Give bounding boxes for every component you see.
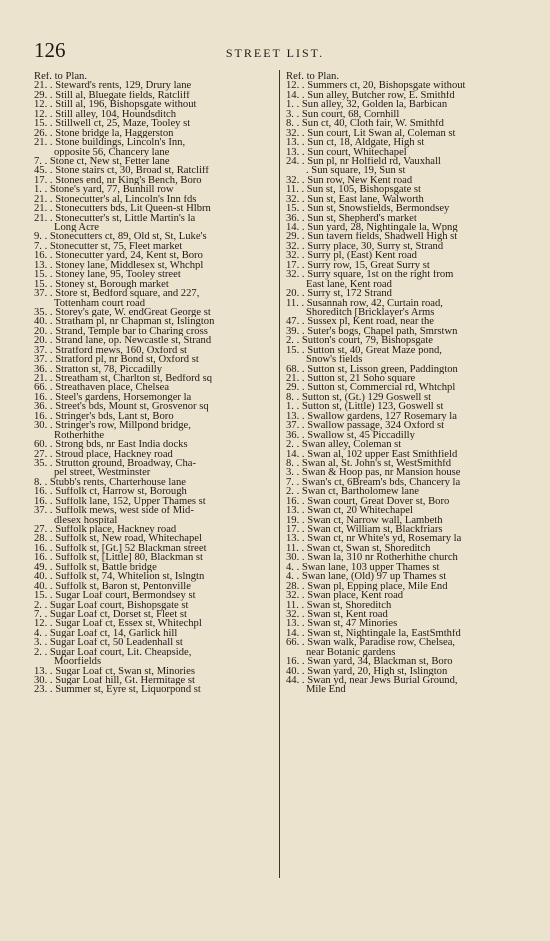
street-entry: 68. . Sutton st, Lisson green, Paddington (286, 364, 458, 374)
street-entry: 11. . Susannah row, 42, Curtain road, (286, 298, 443, 308)
street-entry: Tottenham court road (54, 298, 146, 308)
street-entry: 36. . Sun st, Shepherd's market (286, 213, 417, 223)
street-entry: 15. . Sun st, Snowsfields, Bermondsey (286, 204, 450, 214)
street-entry: 12. . Still alley, 104, Houndsditch (34, 109, 177, 120)
street-entry: 13. . Swan st, 47 Minories (286, 619, 398, 629)
street-entry: 17. . Stones end, nr King's Bench, Boro (34, 175, 202, 186)
street-entry: 13. . Swan ct, 20 Whitechapel (286, 506, 413, 516)
street-entry: 15. . Sutton st, 40, Great Maze pond, (286, 345, 442, 356)
street-entry: 16. . Suffolk lane, 152, Upper Thames st (34, 496, 206, 507)
street-entry: 37. . Store st, Bedford square, and 227, (34, 289, 200, 299)
street-entry: 20. . Strand, Temple bar to Charing cross (34, 326, 208, 337)
street-entry: 11. . Sun st, 105, Bishopsgate st (286, 185, 421, 195)
street-entry: 2. . Sutton's court, 79, Bishopsgate (286, 336, 433, 346)
street-entry: Ref. to Plan. (286, 72, 339, 82)
street-entry: 29. . Sutton st, Commercial rd, Whtchpl (286, 383, 456, 393)
street-entry: 3. . Swan & Hoop pas, nr Mansion house (286, 468, 461, 478)
street-entry: 29. . Sun tavern fields, Shadwell High st (286, 232, 458, 242)
street-entry: 14. . Sun yard, 28, Nightingale la, Wpng (286, 223, 458, 233)
street-entry: 66. . Streathaven place, Chelsea (34, 383, 170, 393)
street-entry: 32. . Swan st, Kent road (286, 609, 388, 620)
street-entry: 2. . Sugar Loaf court, Lit. Cheapside, (34, 647, 192, 658)
street-entry: 2. . Swan ct, Bartholomew lane (286, 487, 419, 497)
street-entry: opposite 56, Chancery lane (54, 147, 170, 157)
street-entry: 14. . Swan al, 102 upper East Smithfield (286, 449, 458, 459)
column-rule (279, 70, 280, 878)
street-entry: 32. . Swan place, Kent road (286, 591, 404, 601)
street-entry: 29. . Still al, Bluegate fields, Ratcliff (34, 90, 190, 101)
street-entry: 4. . Sugar Loaf ct, 14, Garlick hill (34, 628, 178, 639)
street-entry: 12. . Summers ct, 20, Bishopsgate without (286, 81, 466, 91)
street-entry: East lane, Kent road (306, 279, 392, 290)
street-entry: 40. . Swan yard, 20, High st, Islington (286, 666, 448, 676)
street-entry: 32. . Sun st, East lane, Walworth (286, 194, 424, 205)
street-entry: 2. . Sugar Loaf court, Bishopsgate st (34, 600, 189, 610)
street-entry: 60. . Strong bds, nr East India docks (34, 440, 188, 450)
street-entry: 40. . Suffolk st, 74, Whitelion st, Islngtn (34, 572, 205, 582)
street-entry: 13. . Swan ct, nr White's yd, Rosemary la (286, 534, 462, 544)
street-entry: 21. . Stonecutters bds, Lit Queen-st Hlbrn (34, 204, 211, 214)
street-entry: 44. . Swan yd, near Jews Burial Ground, (286, 676, 458, 686)
street-entry: 9. . Stonecutters ct, 89, Old st, St, Luke's (34, 232, 207, 242)
street-entry: 37. . Stratford pl, nr Bond st, Oxford st (34, 355, 199, 365)
street-entry: 30. . Swan la, 310 nr Rotherhithe church (286, 553, 458, 563)
street-entry: 14. . Sun alley, Butcher row, E. Smithfd (286, 90, 455, 101)
street-entry: 15. . Stoney st, Borough market (34, 279, 169, 290)
street-entry: 40. . Stratham pl, nr Chapman st, Islington (34, 317, 215, 327)
street-entry: 1. . Stone's yard, 77, Bunhill row (34, 185, 174, 195)
street-entry: 32. . Surry square, 1st on the right from (286, 270, 454, 280)
running-title: STREET LIST. (225, 46, 325, 60)
street-entry: 2. . Swan alley, Coleman st (286, 440, 402, 450)
street-entry: 8. . Sutton st, (Gt.) 129 Goswell st (286, 392, 432, 403)
street-entry: 16. . Steel's gardens, Horsemonger la (34, 392, 192, 403)
street-entry: 16. . Suffolk st, [Gt.] 52 Blackman street (34, 543, 207, 554)
street-entry: 8. . Sun ct, 40, Cloth fair, W. Smithfd (286, 119, 444, 129)
street-entry: 21. . Streatham st, Charlton st, Bedford sq (34, 374, 213, 384)
street-entry: 30. . Stringer's row, Millpond bridge, (34, 421, 191, 431)
street-entry: near Botanic gardens (306, 647, 396, 658)
street-entry: 15. . Stoney lane, 95, Tooley street (34, 270, 181, 280)
street-entry: 7. . Stone ct, New st, Fetter lane (34, 156, 170, 167)
street-entry: 32. . Sun court, Lit Swan al, Coleman st (286, 128, 456, 139)
street-entry: 40. . Suffolk st, Baron st, Pentonville (34, 581, 191, 592)
street-entry: 13. . Stoney lane, Middlesex st, Whchpl (34, 260, 204, 271)
street-entry: 45. . Stone stairs ct, 30, Broad st, Ratcliff (34, 166, 209, 176)
street-entry: Snow's fields (306, 355, 363, 365)
street-entry: 66. . Swan walk, Paradise row, Chelsea, (286, 638, 456, 648)
street-entry: 37. . Swallow passage, 324 Oxford st (286, 421, 445, 431)
page-number: 126 (34, 38, 66, 62)
street-entry: 13. . Swallow gardens, 127 Rosemary la (286, 411, 457, 422)
street-entry: 36. . Stratton st, 78, Piccadilly (34, 364, 162, 374)
street-entry: 35. . Strutton ground, Broadway, Cha- (34, 458, 197, 469)
street-entry: 28. . Swan pl, Epping place, Mile End (286, 581, 448, 592)
street-entry: 11. . Swan ct, Swan st, Shoreditch (286, 543, 431, 554)
street-entry: 3. . Sun court, 68, Cornhill (286, 109, 400, 120)
street-entry: 1. . Sun alley, 32, Golden la, Barbican (286, 100, 448, 110)
street-entry: 23. . Summer st, Eyre st, Liquorpond st (34, 685, 201, 695)
street-entry: 21. . Sutton st, 21 Soho square (286, 374, 416, 384)
street-entry: 21. . Stonecutter's al, Lincoln's Inn fds (34, 194, 197, 205)
street-entry: 28. . Suffolk st, New road, Whitechapel (34, 534, 202, 544)
street-entry: 27. . Suffolk place, Hackney road (34, 525, 177, 535)
street-entry: 12. . Still al, 196, Bishopsgate without (34, 100, 197, 110)
street-entry: 16. . Stonecutter yard, 24, Kent st, Boro (34, 251, 203, 261)
street-entry: Long Acre (54, 223, 100, 233)
street-entry: Mile End (306, 685, 346, 695)
street-entry: 3. . Sugar Loaf ct, 50 Leadenhall st (34, 638, 183, 648)
street-entry: 27. . Stroud place, Hackney road (34, 449, 173, 459)
street-entry: 4. . Swan lane, (Old) 97 up Thames st (286, 572, 447, 582)
street-entry: 11. . Swan st, Shoreditch (286, 600, 392, 610)
street-entry: 49. . Suffolk st, Battle bridge (34, 562, 157, 573)
street-entry: 39. . Suter's bogs, Chapel path, Smrstwn (286, 326, 458, 337)
street-entry: 17. . Swan ct, William st, Blackfriars (286, 525, 443, 535)
street-entry: 21. . Stonecutter's st, Little Martin's la (34, 213, 196, 223)
street-entry: 37. . Stratford mews, 160, Oxford st (34, 345, 188, 356)
street-entry: 16. . Swan yard, 34, Blackman st, Boro (286, 657, 453, 667)
street-entry: 47. . Sussex pl, Kent road, near the (286, 317, 434, 327)
street-entry: 1. . Sutton st, (Little) 123, Goswell st (286, 402, 444, 412)
street-entry: 4. . Swan lane, 103 upper Thames st (286, 562, 440, 573)
street-entry: 36. . Street's bds, Mount st, Grosvenor sq (34, 402, 209, 412)
street-entry: 32. . Sun row, New Kent road (286, 175, 413, 186)
street-entry: 20. . Strand lane, op. Newcastle st, Strand (34, 336, 212, 346)
street-entry: 13. . Sun ct, 18, Aldgate, High st (286, 138, 425, 148)
street-entry: 15. . Stillwell ct, 25, Maze, Tooley st (34, 119, 191, 129)
street-entry: 12. . Sugar Loaf ct, Essex st, Whitechpl (34, 619, 202, 629)
street-entry: 36. . Swallow st, 45 Piccadilly (286, 430, 415, 441)
street-entry: 21. . Stone buildings, Lincoln's Inn, (34, 138, 186, 148)
street-entry: dlesex hospital (54, 515, 118, 525)
right-column (286, 72, 526, 695)
street-entry: 16. . Suffolk st, [Little] 80, Blackman st (34, 553, 203, 563)
street-entry: pel street, Westminster (54, 468, 151, 478)
street-entry: 24. . Sun pl, nr Holfield rd, Vauxhall (286, 156, 441, 167)
street-entry: 16. . Suffolk ct, Harrow st, Borough (34, 487, 187, 497)
street-entry: 8. . Swan al, St. John's st, WestSmithfd (286, 458, 452, 469)
street-entry: . Sun square, 19, Sun st (306, 166, 406, 176)
street-entry: 16. . Stringer's bds, Lant st, Boro (34, 411, 174, 422)
street-entry: 7. . Stonecutter st, 75, Fleet market (34, 241, 183, 252)
left-column (34, 72, 274, 695)
street-entry: 16. . Swan court, Great Dover st, Boro (286, 496, 450, 507)
street-entry: Shoreditch [Bricklayer's Arms (306, 307, 435, 318)
street-entry: 37. . Suffolk mews, west side of Mid- (34, 506, 194, 516)
street-entry: 30. . Sugar Loaf hill, Gt. Hermitage st (34, 676, 195, 686)
street-entry: 21. . Steward's rents, 129, Drury lane (34, 81, 192, 91)
street-entry: Ref. to Plan. (34, 72, 87, 82)
street-entry: Moorfields (54, 657, 102, 667)
street-entry: 14. . Swan st, Nightingale la, EastSmthfd (286, 628, 461, 639)
street-entry: 20. . Surry st, 172 Strand (286, 289, 392, 299)
street-entry: 13. . Sugar Loaf ct, Swan st, Minories (34, 666, 195, 676)
street-entry: 17. . Surry row, 15, Great Surry st (286, 260, 430, 271)
street-entry: 26. . Stone bridge la, Haggerston (34, 128, 174, 139)
street-entry: 7. . Sugar Loaf ct, Dorset st, Fleet st (34, 609, 187, 620)
street-entry: 35. . Storey's gate, W. endGreat George st (34, 307, 211, 318)
street-entry: 32. . Surry pl, (East) Kent road (286, 251, 417, 261)
street-entry: 19. . Swan ct, Narrow wall, Lambeth (286, 515, 443, 525)
street-entry: 13. . Sun court, Whitechapel (286, 147, 407, 157)
street-entry: 7. . Swan's ct, 6Bream's bds, Chancery la (286, 477, 461, 488)
street-entry: 15. . Sugar Loaf court, Bermondsey st (34, 591, 196, 601)
street-entry: 32. . Surry place, 30, Surry st, Strand (286, 241, 444, 252)
street-entry: Rotherhithe (54, 430, 105, 441)
street-entry: 8. . Stubb's rents, Charterhouse lane (34, 477, 186, 488)
